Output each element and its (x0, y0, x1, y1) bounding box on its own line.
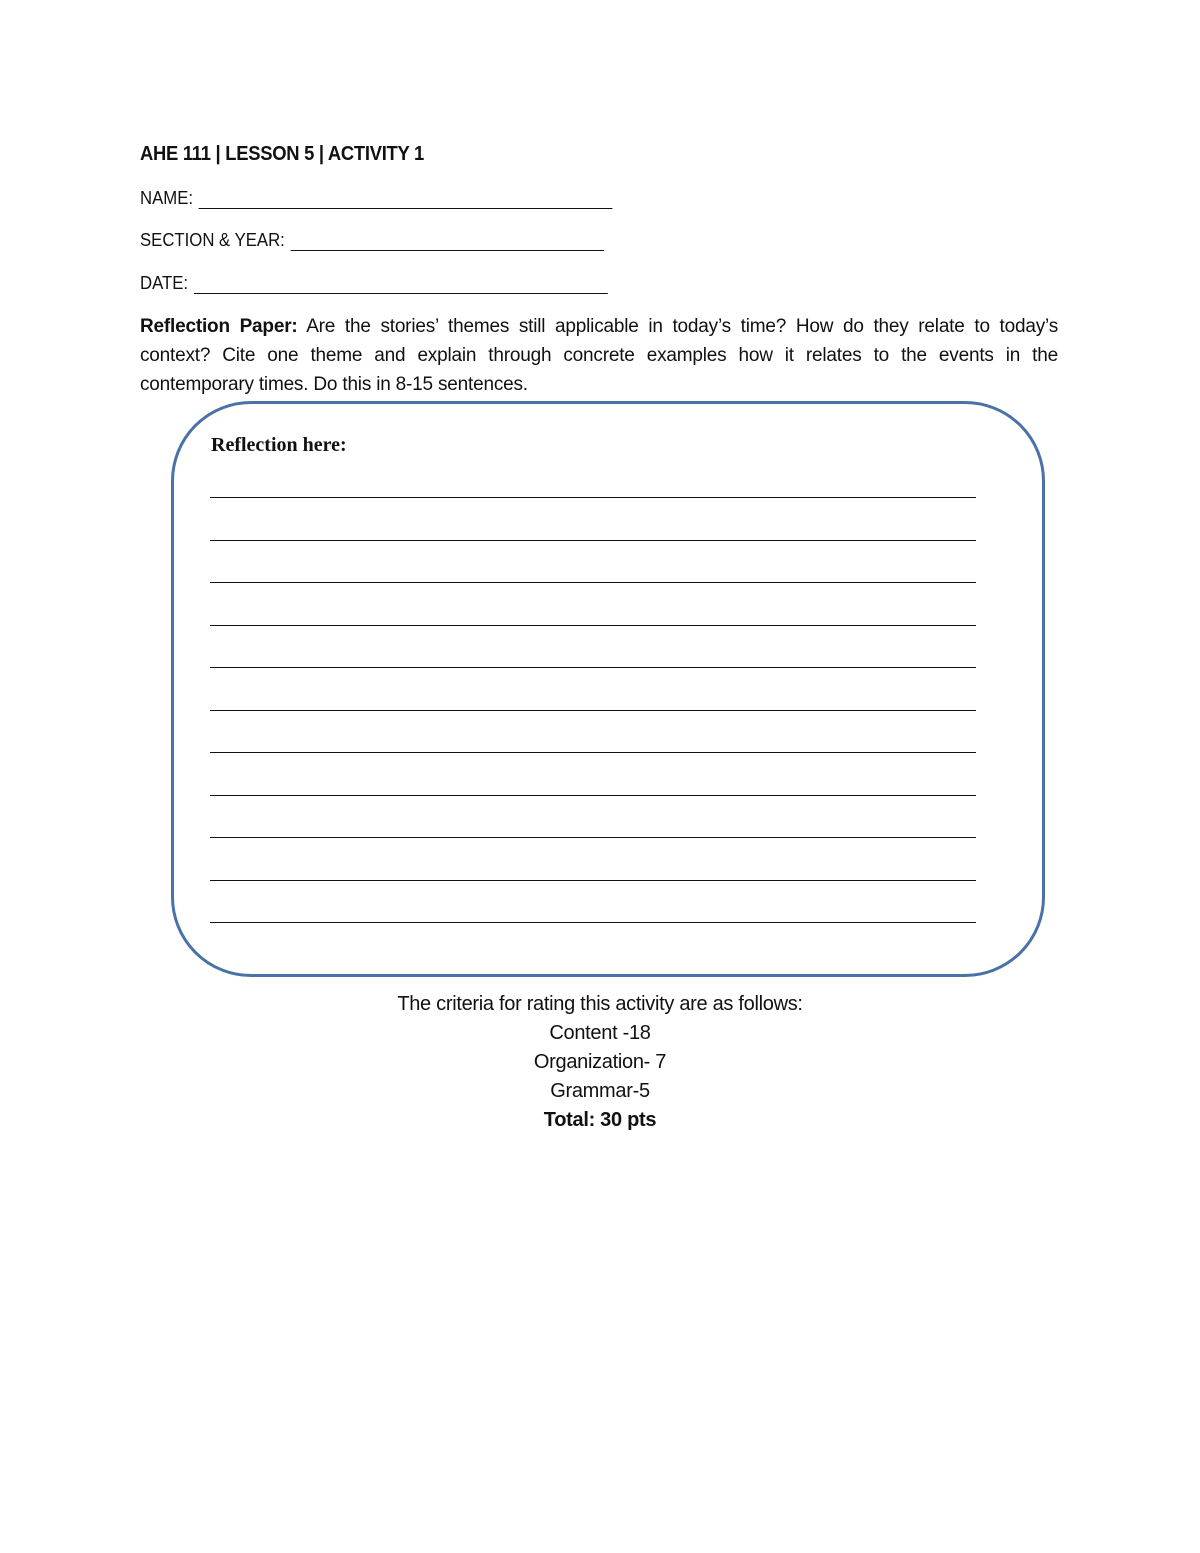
reflection-writing-line[interactable] (210, 540, 976, 541)
reflection-writing-line[interactable] (210, 667, 976, 668)
criteria-item-content: Content -18 (549, 1022, 651, 1044)
name-field-line[interactable] (199, 190, 613, 209)
criteria-total: Total: 30 pts (543, 1109, 657, 1131)
reflection-writing-line[interactable] (210, 922, 976, 923)
criteria-item-organization: Organization- 7 (533, 1051, 667, 1073)
reflection-writing-line[interactable] (210, 752, 976, 753)
reflection-writing-line[interactable] (210, 497, 976, 498)
reflection-writing-line[interactable] (210, 710, 976, 711)
section-year-field[interactable] (140, 230, 604, 251)
name-field[interactable] (140, 188, 612, 209)
section-year-field-label: SECTION & YEAR: (140, 230, 285, 250)
reflection-prompt-text: Are the stories’ themes still applicable in today’s time? How do they relate to today’s context? Cite one theme and explain through concrete examples how it relates to the events in the contemporary times. Do this in 8-15 sentences. (140, 316, 1058, 395)
name-field-label: NAME: (140, 188, 194, 208)
date-field-label: DATE: (140, 273, 189, 293)
criteria-item-grammar: Grammar-5 (550, 1080, 650, 1102)
reflection-writing-line[interactable] (210, 795, 976, 796)
reflection-writing-line[interactable] (210, 582, 976, 583)
reflection-writing-line[interactable] (210, 837, 976, 838)
criteria-intro: The criteria for rating this activity are as follows: (397, 993, 803, 1015)
rating-criteria (0, 990, 1200, 1135)
reflection-prompt (140, 312, 1058, 399)
date-field-line[interactable] (194, 275, 608, 294)
page-title: AHE 111 | LESSON 5 | ACTIVITY 1 (140, 143, 424, 165)
reflection-prompt-label: Reflection Paper: (140, 316, 298, 337)
date-field[interactable] (140, 273, 607, 294)
reflection-box-title: Reflection here: (211, 434, 347, 456)
reflection-writing-line[interactable] (210, 880, 976, 881)
section-year-field-line[interactable] (290, 232, 603, 251)
reflection-writing-line[interactable] (210, 625, 976, 626)
reflection-box[interactable] (171, 401, 1045, 977)
